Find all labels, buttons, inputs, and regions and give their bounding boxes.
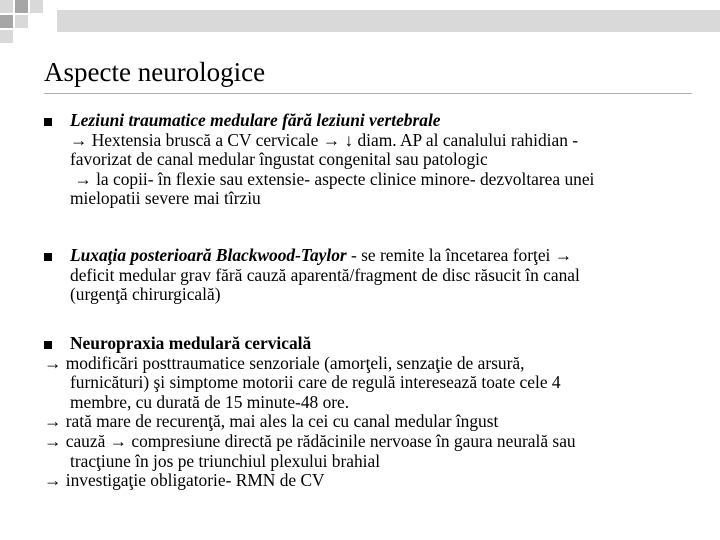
text-line: furnicături) şi simptome motorii care de regulă interesează toate cele 4 — [70, 372, 561, 393]
square-bullet-icon — [44, 253, 52, 261]
text-line: → cauză → compresiune directă pe rădăcinile nervoase în gaura neurală sau — [44, 430, 576, 451]
bullet-traumatic-lesions — [70, 111, 594, 209]
text-line: → modificări posttraumatice senzoriale (amorţeli, senzaţie de arsură, — [44, 352, 525, 373]
deco-square — [0, 15, 13, 28]
text-line: → investigaţie obligatorie- RMN de CV — [44, 470, 325, 491]
page-title: Aspecte neurologice — [44, 57, 266, 87]
deco-square — [30, 0, 43, 13]
heading-continuation: - se remite la încetarea forţei → — [346, 245, 573, 265]
text-line: → rată mare de recurenţă, mai ales la cei cu canal medular îngust — [44, 411, 499, 432]
bullet-heading: Leziuni traumatice medulare fără leziuni vertebrale — [70, 110, 441, 130]
title-divider — [44, 93, 692, 94]
deco-square — [15, 0, 28, 13]
text-line: → la copii- în flexie sau extensie- aspecte clinice minore- dezvoltarea unei — [70, 168, 595, 189]
decorative-squares — [0, 0, 720, 50]
text-line: membre, cu durată de 15 minute-48 ore. — [70, 391, 350, 412]
bullet-neuropraxia — [44, 334, 576, 491]
text-line: (urgenţă chirurgicală) — [70, 284, 221, 305]
bullet-heading: Luxaţia posterioară Blackwood-Taylor — [70, 245, 347, 265]
deco-square — [15, 15, 28, 28]
bullet-blackwood-taylor — [70, 246, 580, 305]
text-line: mielopatii severe mai tîrziu — [70, 188, 261, 209]
square-bullet-icon — [44, 118, 52, 126]
text-line: favorizat de canal medular îngustat congenital sau patologic — [70, 149, 488, 170]
text-line: deficit medular grav fără cauză aparentă/fragment de disc răsucit în canal — [70, 264, 580, 285]
deco-square — [0, 0, 13, 13]
bullet-heading: Neuropraxia medulară cervicală — [70, 333, 312, 353]
deco-title-bar — [57, 10, 720, 32]
text-line: → Hextensia bruscă a CV cervicale → ↓ diam. AP al canalului rahidian - — [70, 129, 579, 150]
deco-square — [0, 30, 13, 43]
text-line: tracţiune în jos pe triunchiul plexului brahial — [70, 450, 381, 471]
